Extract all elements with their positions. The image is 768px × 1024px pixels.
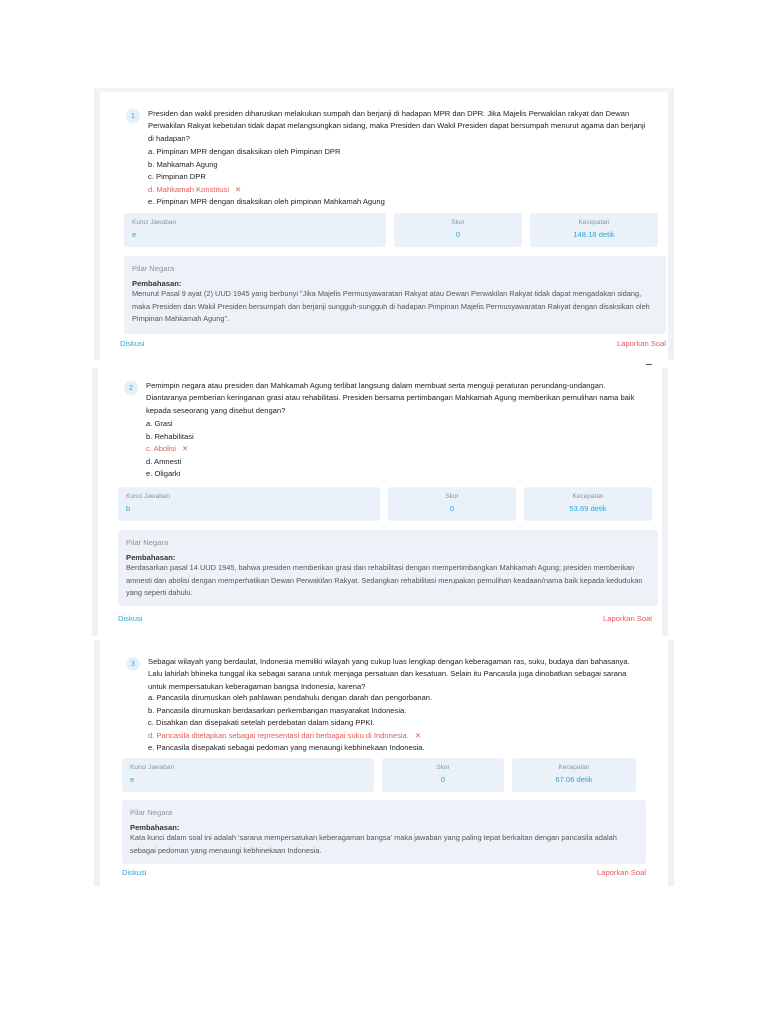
card-footer — [118, 614, 652, 623]
option-label: d. Pancasila ditetapkan sebagai representasi dari berbagai suku di Indonesia. — [148, 730, 409, 740]
option-label: b. Rehabilitasi — [146, 431, 194, 441]
option-label: c. Disahkan dan disepakati setelah perdebatan dalam sidang PPKI. — [148, 718, 375, 728]
stats-row — [118, 487, 652, 521]
divider-mark — [646, 364, 652, 365]
options-list — [148, 146, 385, 209]
option-label: d. Mahkamah Konstitusi — [148, 184, 230, 194]
option-label: c. Abolisi — [146, 444, 176, 454]
wrong-mark-icon: ✕ — [414, 730, 422, 740]
option-b — [148, 159, 385, 172]
stats-row — [124, 213, 658, 247]
answer-key-value: e — [132, 230, 137, 239]
question-number-badge: 2 — [124, 381, 138, 395]
option-label: d. Amnesti — [146, 456, 182, 466]
option-label: a. Pimpinan MPR dengan disaksikan oleh Pimpinan DPR — [148, 147, 341, 156]
score-value: 0 — [449, 504, 455, 513]
question-card-1 — [94, 88, 674, 360]
option-c — [146, 443, 194, 456]
option-a — [148, 692, 432, 705]
discussion-link[interactable]: Diskusi — [118, 614, 143, 623]
explanation-heading: Pembahasan: — [132, 279, 182, 288]
option-label: e. Oligarki — [146, 469, 181, 479]
report-question-link[interactable]: Laporkan Soal — [603, 614, 652, 623]
question-number-badge: 3 — [126, 657, 140, 671]
report-question-link[interactable]: Laporkan Soal — [597, 868, 646, 877]
stats-row — [122, 758, 636, 792]
score-label: Skor — [445, 493, 459, 500]
score-label: Skor — [451, 219, 465, 226]
question-card-2 — [92, 368, 668, 636]
option-c — [148, 171, 385, 184]
score-box — [394, 213, 522, 247]
speed-label: Kecepatan — [558, 764, 590, 771]
question-number-badge: 1 — [126, 109, 140, 123]
option-label: b. Pancasila dirumuskan berdasarkan perkembangan masyarakat Indonesia. — [148, 705, 407, 715]
score-value: 0 — [440, 775, 446, 784]
speed-value: 67.06 detik — [555, 775, 593, 784]
speed-box — [512, 758, 636, 792]
speed-box — [524, 487, 652, 521]
option-label: e. Pimpinan MPR dengan disaksikan oleh pimpinan Mahkamah Agung — [148, 197, 385, 207]
explanation-text: Menurut Pasal 9 ayat (2) UUD 1945 yang berbunyi "Jika Majelis Permusyawaratan Rakyat atau Dewan Perwakilan Rakyat tidak dapat mengadakan sidang, maka Presiden dan Wakil Presiden bersumpah dan berjanji sungguh-sungguh di hadapan Pimpinan Majelis Permusyawaratan Rakyat dengan disaksikan oleh Pimpinan Mahkamah Agung". — [132, 289, 650, 324]
answer-key-box — [118, 487, 380, 521]
score-value: 0 — [455, 230, 461, 239]
explanation-heading: Pembahasan: — [126, 553, 176, 562]
options-list — [148, 692, 432, 755]
question-text: Pemimpin negara atau presiden dan Mahkamah Agung terlibat langsung dalam membuat serta menguji peraturan perundang-undangan. Diantaranya pemberian keringanan grasi atau rehabilitasi. Presiden bersama pertimbangan Mahkamah Agung memberikan pemulihan nama baik kepada seseorang yang disebut dengan? — [146, 381, 635, 415]
report-question-link[interactable]: Laporkan Soal — [617, 339, 666, 348]
option-a — [148, 146, 385, 159]
question-text: Presiden dan wakil presiden diharuskan melakukan sumpah dan berjanji di hadapan MPR dan DPR. Jika Majelis Perwakilan rakyat dan Dewan Perwakilan Rakyat kebetulan tidak dapat melangsungkan sidang, maka Presiden dan Wakil Presiden dapat bersumpah menurut agama dan berjanji di hadapan? — [148, 109, 646, 143]
card-footer — [120, 339, 666, 348]
option-e — [146, 468, 194, 481]
answer-key-label: Kunci Jawaban — [130, 764, 175, 771]
speed-label: Kecepatan — [572, 493, 604, 500]
explanation-source: Pilar Negara — [130, 808, 173, 817]
discussion-link[interactable]: Diskusi — [120, 339, 145, 348]
speed-box — [530, 213, 658, 247]
speed-value: 148.18 detik — [573, 230, 615, 239]
option-e — [148, 196, 385, 209]
option-d — [148, 184, 385, 197]
explanation-source: Pilar Negara — [132, 264, 175, 273]
option-label: a. Grasi — [146, 419, 173, 428]
wrong-mark-icon: ✕ — [235, 184, 242, 194]
score-label: Skor — [436, 764, 450, 771]
option-b — [148, 705, 432, 718]
discussion-link[interactable]: Diskusi — [122, 868, 147, 877]
score-box — [388, 487, 516, 521]
question-card-3 — [94, 640, 674, 886]
answer-key-label: Kunci Jawaban — [132, 219, 177, 226]
question-header — [124, 380, 640, 417]
score-box — [382, 758, 504, 792]
answer-key-value: b — [126, 504, 131, 513]
explanation-box — [124, 256, 666, 334]
option-b — [146, 431, 194, 444]
option-label: e. Pancasila disepakati sebagai pedoman yang menaungi kebhinekaan Indonesia. — [148, 743, 425, 753]
wrong-mark-icon: ✕ — [181, 444, 189, 454]
explanation-source: Pilar Negara — [126, 538, 169, 547]
speed-label: Kecepatan — [578, 219, 610, 226]
option-label: c. Pimpinan DPR — [148, 172, 206, 182]
answer-key-label: Kunci Jawaban — [126, 493, 171, 500]
question-header — [126, 108, 646, 145]
option-label: a. Pancasila dirumuskan oleh pahlawan pendahulu dengan darah dan pengorbanan. — [148, 693, 433, 702]
explanation-box — [118, 530, 658, 606]
option-label: b. Mahkamah Agung — [148, 159, 218, 169]
option-d — [146, 456, 194, 469]
explanation-heading: Pembahasan: — [130, 823, 180, 832]
option-c — [148, 717, 432, 730]
answer-key-box — [122, 758, 374, 792]
question-text: Sebagai wilayah yang berdaulat, Indonesia memiliki wilayah yang cukup luas lengkap dengan keberagaman ras, suku, budaya dan bahasanya. Lalu lahirlah bhineka tunggal ika sebagai sarana untuk menjaga persatuan dan kesatuan. Selain itu Pancasila juga dinobatkan sebagai sarana untuk mempersatukan keberagaman bangsa Indonesia, karena? — [148, 657, 630, 691]
answer-key-value: e — [130, 775, 135, 784]
question-header — [126, 656, 636, 693]
card-footer — [122, 868, 646, 877]
option-d — [148, 730, 432, 743]
speed-value: 53.69 detik — [569, 504, 607, 513]
option-a — [146, 418, 194, 431]
explanation-box — [122, 800, 646, 864]
explanation-text: Kata kunci dalam soal ini adalah 'sarana mempersatukan keberagaman bangsa' maka jawaban yang paling tepat berkaitan dengan pancasila adalah sebagai pedoman yang menaungi kebhinekaan Indonesia. — [130, 833, 617, 855]
options-list — [146, 418, 194, 481]
answer-key-box — [124, 213, 386, 247]
option-e — [148, 742, 432, 755]
explanation-text: Berdasarkan pasal 14 UUD 1945, bahwa presiden memberikan grasi dan rehabilitasi dengan mempertimbangkan Mahkamah Agung; presiden memberikan amnesti dan abolisi dengan memperhatikan Dewan Perwakilan Rakyat. Sedangkan rehabilitasi merupakan pemulihan keadaan/nama baik kepada kedudukan yang seperti dahulu. — [126, 563, 643, 598]
